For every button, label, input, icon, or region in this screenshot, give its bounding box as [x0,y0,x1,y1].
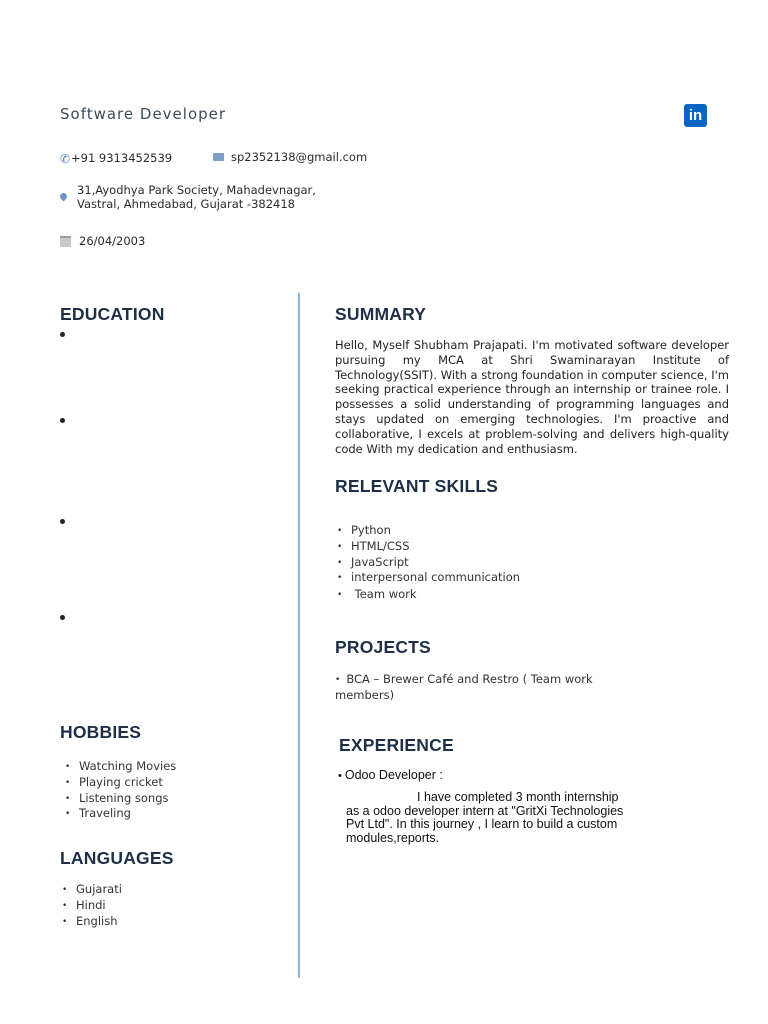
experience-desc-line-1: I have completed 3 month internship [417,790,619,804]
address-line-1: 31,Ayodhya Park Society, Mahadevnagar, [77,183,316,197]
email-icon [213,153,224,161]
address [77,183,316,211]
project-item [335,672,615,703]
list-item: • Listening songs [65,791,176,807]
email-address: sp2352138@gmail.com [231,150,368,164]
education-bullet [60,332,65,337]
list-item: • Traveling [65,806,176,822]
languages-heading: LANGUAGES [60,848,174,868]
list-item: • JavaScript [337,555,520,571]
job-title: Software Developer [60,105,227,123]
hobbies-list [65,759,176,822]
bullet: • [338,770,342,782]
projects-heading: PROJECTS [335,637,431,657]
list-item: • Hindi [62,898,122,914]
list-item: • interpersonal communication [337,570,520,586]
experience-description [346,791,636,845]
list-item: • HTML/CSS [337,539,520,555]
experience-item [338,768,443,782]
education-bullet [60,418,65,423]
list-item: • Python [337,523,520,539]
project-text: BCA – Brewer Café and Restro ( Team work members) [335,672,593,702]
education-bullet [60,519,65,524]
education-bullet [60,615,65,620]
list-item: • English [62,914,122,930]
list-item: • Watching Movies [65,759,176,775]
date-of-birth: 26/04/2003 [79,234,146,248]
phone-icon: ✆ [60,152,71,166]
experience-heading: EXPERIENCE [339,735,454,755]
list-item: • Team work [337,587,520,603]
calendar-icon [60,236,71,247]
address-line-2: Vastral, Ahmedabad, Gujarat -382418 [77,197,295,211]
skills-heading: RELEVANT SKILLS [335,476,499,496]
experience-desc-rest: as a odoo developer intern at "GritXi Technologies Pvt Ltd". In this journey , I learn to build a custom modules,reports. [346,803,624,845]
bullet: • [335,675,341,685]
phone-number: +91 9313452539 [71,151,173,165]
list-item: • Gujarati [62,882,122,898]
column-divider [298,293,300,978]
summary-heading: SUMMARY [335,304,427,324]
education-heading: EDUCATION [60,304,165,324]
summary-text: Hello, Myself Shubham Prajapati. I'm motivated software developer pursuing my MCA at Shri Swaminarayan Institute of Technology(SSIT). With a strong foundation in computer science, I'm seeking practical experience through an internship or trainee role. I possesses a solid understanding of programming languages and stays updated on emerging technologies. I'm proactive and collaborative, I excels at problem-solving and delivers high-quality code With my dedication and enthusiasm. [335,338,729,456]
skills-list [337,523,520,603]
location-pin-icon [59,192,69,202]
hobbies-heading: HOBBIES [60,722,142,742]
experience-title: Odoo Developer : [344,768,443,782]
languages-list [62,882,122,929]
list-item: • Playing cricket [65,775,176,791]
linkedin-icon[interactable]: in [684,104,707,127]
